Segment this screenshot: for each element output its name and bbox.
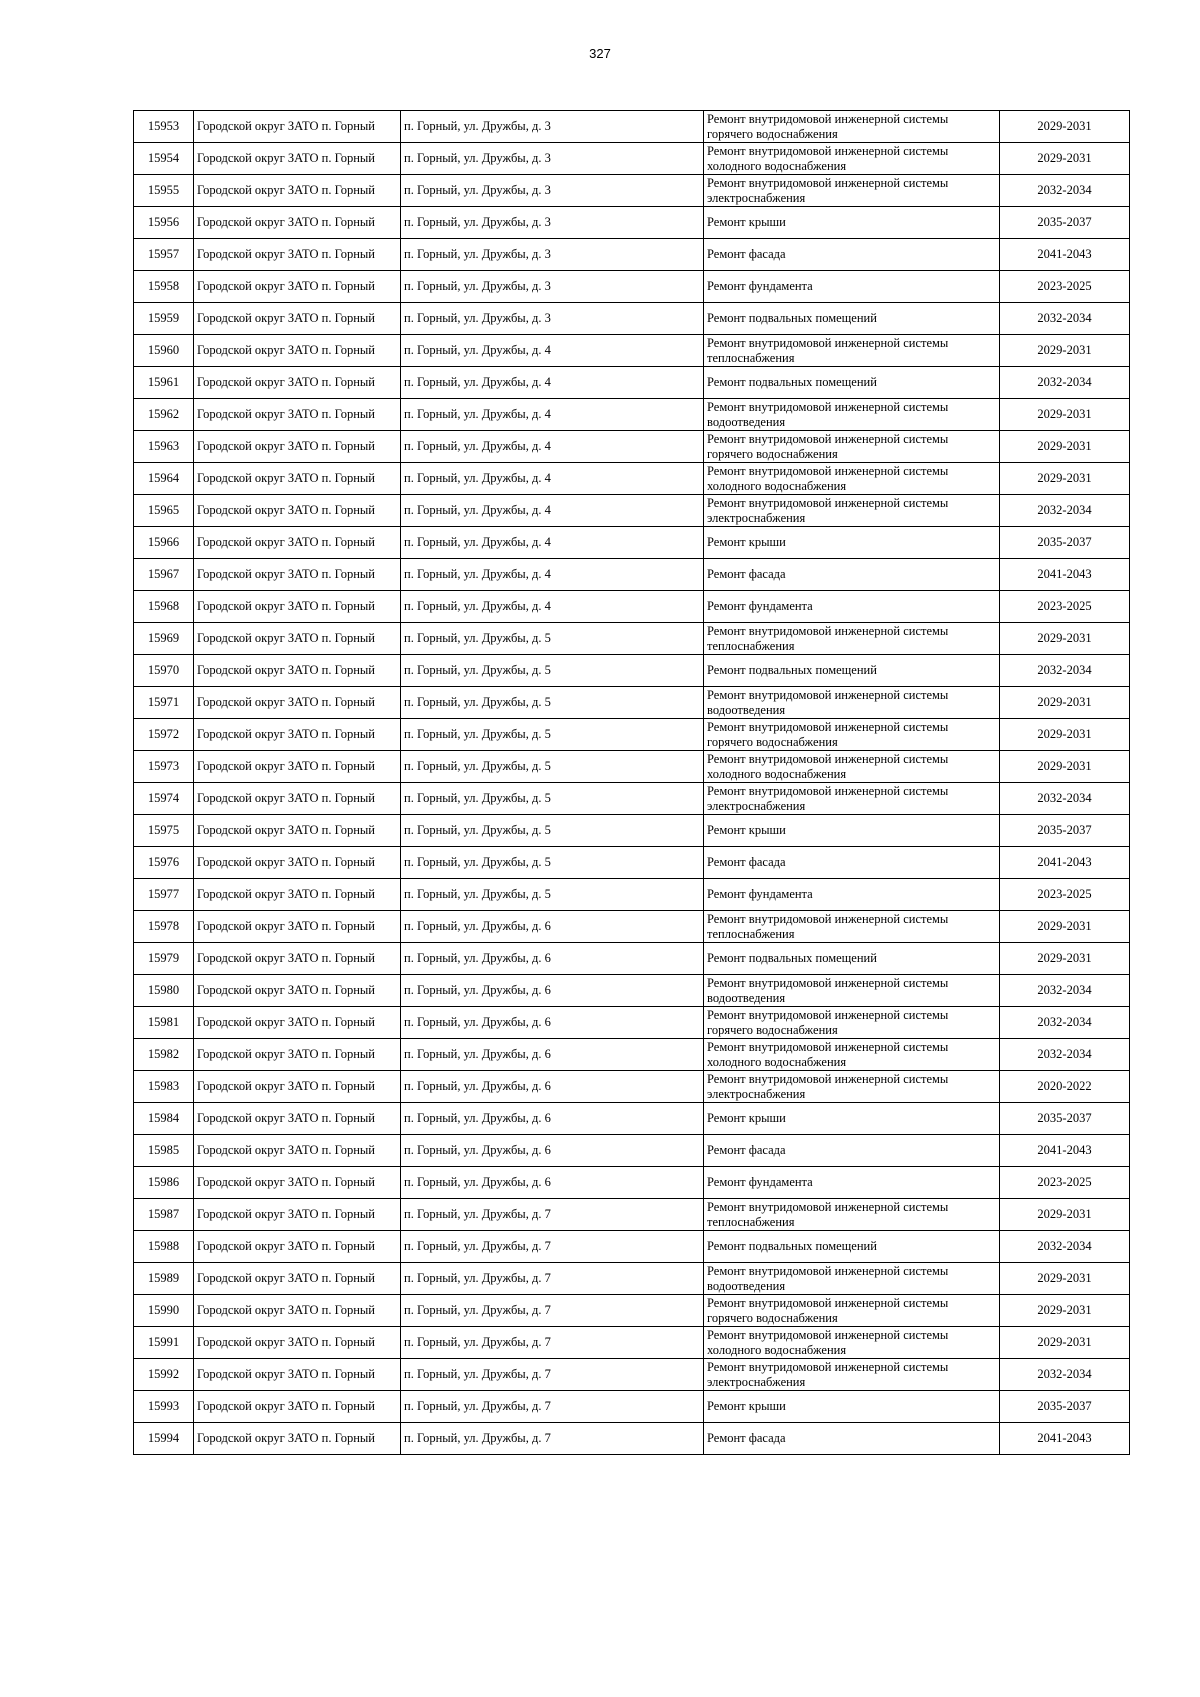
row-number: 15971	[134, 687, 194, 719]
table-row	[134, 719, 1130, 751]
municipality-cell: Городской округ ЗАТО п. Горный	[194, 911, 401, 943]
work-type-cell: Ремонт внутридомовой инженерной системы горячего водоснабжения	[704, 111, 1000, 143]
period-cell: 2029-2031	[1000, 751, 1130, 783]
table-row	[134, 1135, 1130, 1167]
period-cell: 2029-2031	[1000, 1327, 1130, 1359]
table-row	[134, 559, 1130, 591]
address-cell: п. Горный, ул. Дружбы, д. 4	[401, 591, 704, 623]
period-cell: 2023-2025	[1000, 591, 1130, 623]
period-cell: 2035-2037	[1000, 527, 1130, 559]
address-cell: п. Горный, ул. Дружбы, д. 4	[401, 431, 704, 463]
municipality-cell: Городской округ ЗАТО п. Горный	[194, 1423, 401, 1455]
row-number: 15991	[134, 1327, 194, 1359]
municipality-cell: Городской округ ЗАТО п. Горный	[194, 335, 401, 367]
work-type-cell: Ремонт внутридомовой инженерной системы горячего водоснабжения	[704, 1007, 1000, 1039]
municipality-cell: Городской округ ЗАТО п. Горный	[194, 527, 401, 559]
work-type-cell: Ремонт внутридомовой инженерной системы электроснабжения	[704, 783, 1000, 815]
row-number: 15953	[134, 111, 194, 143]
address-cell: п. Горный, ул. Дружбы, д. 6	[401, 1039, 704, 1071]
period-cell: 2032-2034	[1000, 175, 1130, 207]
municipality-cell: Городской округ ЗАТО п. Горный	[194, 1135, 401, 1167]
period-cell: 2029-2031	[1000, 943, 1130, 975]
period-cell: 2029-2031	[1000, 111, 1130, 143]
work-type-cell: Ремонт внутридомовой инженерной системы горячего водоснабжения	[704, 1295, 1000, 1327]
table-row	[134, 1199, 1130, 1231]
period-cell: 2032-2034	[1000, 975, 1130, 1007]
period-cell: 2029-2031	[1000, 1295, 1130, 1327]
address-cell: п. Горный, ул. Дружбы, д. 5	[401, 783, 704, 815]
row-number: 15955	[134, 175, 194, 207]
address-cell: п. Горный, ул. Дружбы, д. 3	[401, 303, 704, 335]
row-number: 15980	[134, 975, 194, 1007]
row-number: 15958	[134, 271, 194, 303]
table-row	[134, 975, 1130, 1007]
table-row	[134, 207, 1130, 239]
work-type-cell: Ремонт внутридомовой инженерной системы водоотведения	[704, 399, 1000, 431]
row-number: 15959	[134, 303, 194, 335]
work-type-cell: Ремонт внутридомовой инженерной системы теплоснабжения	[704, 623, 1000, 655]
period-cell: 2032-2034	[1000, 655, 1130, 687]
municipality-cell: Городской округ ЗАТО п. Горный	[194, 1295, 401, 1327]
municipality-cell: Городской округ ЗАТО п. Горный	[194, 495, 401, 527]
work-type-cell: Ремонт подвальных помещений	[704, 943, 1000, 975]
row-number: 15972	[134, 719, 194, 751]
table-row	[134, 399, 1130, 431]
municipality-cell: Городской округ ЗАТО п. Горный	[194, 751, 401, 783]
address-cell: п. Горный, ул. Дружбы, д. 4	[401, 495, 704, 527]
address-cell: п. Горный, ул. Дружбы, д. 7	[401, 1423, 704, 1455]
work-type-cell: Ремонт внутридомовой инженерной системы электроснабжения	[704, 495, 1000, 527]
row-number: 15954	[134, 143, 194, 175]
row-number: 15976	[134, 847, 194, 879]
address-cell: п. Горный, ул. Дружбы, д. 7	[401, 1199, 704, 1231]
municipality-cell: Городской округ ЗАТО п. Горный	[194, 1103, 401, 1135]
address-cell: п. Горный, ул. Дружбы, д. 4	[401, 527, 704, 559]
address-cell: п. Горный, ул. Дружбы, д. 6	[401, 1167, 704, 1199]
table-row	[134, 1039, 1130, 1071]
municipality-cell: Городской округ ЗАТО п. Горный	[194, 111, 401, 143]
work-type-cell: Ремонт внутридомовой инженерной системы горячего водоснабжения	[704, 719, 1000, 751]
period-cell: 2023-2025	[1000, 271, 1130, 303]
address-cell: п. Горный, ул. Дружбы, д. 7	[401, 1327, 704, 1359]
municipality-cell: Городской округ ЗАТО п. Горный	[194, 687, 401, 719]
table-row	[134, 1359, 1130, 1391]
period-cell: 2029-2031	[1000, 623, 1130, 655]
period-cell: 2023-2025	[1000, 879, 1130, 911]
work-type-cell: Ремонт внутридомовой инженерной системы теплоснабжения	[704, 335, 1000, 367]
address-cell: п. Горный, ул. Дружбы, д. 5	[401, 751, 704, 783]
address-cell: п. Горный, ул. Дружбы, д. 6	[401, 1135, 704, 1167]
work-type-cell: Ремонт внутридомовой инженерной системы водоотведения	[704, 687, 1000, 719]
period-cell: 2029-2031	[1000, 687, 1130, 719]
address-cell: п. Горный, ул. Дружбы, д. 6	[401, 1071, 704, 1103]
address-cell: п. Горный, ул. Дружбы, д. 5	[401, 687, 704, 719]
period-cell: 2032-2034	[1000, 367, 1130, 399]
row-number: 15985	[134, 1135, 194, 1167]
address-cell: п. Горный, ул. Дружбы, д. 3	[401, 175, 704, 207]
table-row	[134, 879, 1130, 911]
row-number: 15984	[134, 1103, 194, 1135]
table-row	[134, 911, 1130, 943]
table-row	[134, 335, 1130, 367]
page-number: 327	[589, 46, 611, 61]
table-row	[134, 175, 1130, 207]
period-cell: 2035-2037	[1000, 207, 1130, 239]
row-number: 15992	[134, 1359, 194, 1391]
table-row	[134, 1007, 1130, 1039]
table-row	[134, 1327, 1130, 1359]
table-row	[134, 239, 1130, 271]
period-cell: 2041-2043	[1000, 847, 1130, 879]
table-row	[134, 623, 1130, 655]
address-cell: п. Горный, ул. Дружбы, д. 7	[401, 1295, 704, 1327]
municipality-cell: Городской округ ЗАТО п. Горный	[194, 623, 401, 655]
municipality-cell: Городской округ ЗАТО п. Горный	[194, 1071, 401, 1103]
row-number: 15981	[134, 1007, 194, 1039]
period-cell: 2023-2025	[1000, 1167, 1130, 1199]
work-type-cell: Ремонт внутридомовой инженерной системы электроснабжения	[704, 175, 1000, 207]
municipality-cell: Городской округ ЗАТО п. Горный	[194, 591, 401, 623]
period-cell: 2020-2022	[1000, 1071, 1130, 1103]
table-row	[134, 303, 1130, 335]
address-cell: п. Горный, ул. Дружбы, д. 6	[401, 975, 704, 1007]
address-cell: п. Горный, ул. Дружбы, д. 4	[401, 335, 704, 367]
table-body	[134, 111, 1130, 1455]
work-type-cell: Ремонт внутридомовой инженерной системы теплоснабжения	[704, 1199, 1000, 1231]
period-cell: 2032-2034	[1000, 1039, 1130, 1071]
address-cell: п. Горный, ул. Дружбы, д. 7	[401, 1391, 704, 1423]
table-row	[134, 431, 1130, 463]
table-row	[134, 751, 1130, 783]
row-number: 15987	[134, 1199, 194, 1231]
work-type-cell: Ремонт внутридомовой инженерной системы холодного водоснабжения	[704, 143, 1000, 175]
work-type-cell: Ремонт подвальных помещений	[704, 655, 1000, 687]
municipality-cell: Городской округ ЗАТО п. Горный	[194, 1263, 401, 1295]
row-number: 15979	[134, 943, 194, 975]
period-cell: 2029-2031	[1000, 911, 1130, 943]
row-number: 15956	[134, 207, 194, 239]
municipality-cell: Городской округ ЗАТО п. Горный	[194, 719, 401, 751]
work-type-cell: Ремонт внутридомовой инженерной системы электроснабжения	[704, 1359, 1000, 1391]
period-cell: 2035-2037	[1000, 1391, 1130, 1423]
table-row	[134, 463, 1130, 495]
period-cell: 2032-2034	[1000, 303, 1130, 335]
row-number: 15970	[134, 655, 194, 687]
row-number: 15990	[134, 1295, 194, 1327]
period-cell: 2029-2031	[1000, 1199, 1130, 1231]
table-row	[134, 783, 1130, 815]
address-cell: п. Горный, ул. Дружбы, д. 4	[401, 559, 704, 591]
row-number: 15989	[134, 1263, 194, 1295]
municipality-cell: Городской округ ЗАТО п. Горный	[194, 879, 401, 911]
row-number: 15986	[134, 1167, 194, 1199]
municipality-cell: Городской округ ЗАТО п. Горный	[194, 367, 401, 399]
address-cell: п. Горный, ул. Дружбы, д. 7	[401, 1231, 704, 1263]
address-cell: п. Горный, ул. Дружбы, д. 3	[401, 111, 704, 143]
table-row	[134, 1231, 1130, 1263]
period-cell: 2029-2031	[1000, 719, 1130, 751]
table-row	[134, 111, 1130, 143]
work-type-cell: Ремонт крыши	[704, 527, 1000, 559]
address-cell: п. Горный, ул. Дружбы, д. 6	[401, 1103, 704, 1135]
address-cell: п. Горный, ул. Дружбы, д. 5	[401, 623, 704, 655]
row-number: 15975	[134, 815, 194, 847]
work-type-cell: Ремонт подвальных помещений	[704, 303, 1000, 335]
period-cell: 2041-2043	[1000, 1423, 1130, 1455]
municipality-cell: Городской округ ЗАТО п. Горный	[194, 207, 401, 239]
work-type-cell: Ремонт внутридомовой инженерной системы холодного водоснабжения	[704, 751, 1000, 783]
table-row	[134, 1295, 1130, 1327]
work-type-cell: Ремонт крыши	[704, 1103, 1000, 1135]
address-cell: п. Горный, ул. Дружбы, д. 5	[401, 879, 704, 911]
work-type-cell: Ремонт фасада	[704, 1135, 1000, 1167]
work-type-cell: Ремонт внутридомовой инженерной системы водоотведения	[704, 1263, 1000, 1295]
row-number: 15963	[134, 431, 194, 463]
table-row	[134, 367, 1130, 399]
row-number: 15957	[134, 239, 194, 271]
address-cell: п. Горный, ул. Дружбы, д. 5	[401, 655, 704, 687]
period-cell: 2035-2037	[1000, 815, 1130, 847]
row-number: 15974	[134, 783, 194, 815]
municipality-cell: Городской округ ЗАТО п. Горный	[194, 783, 401, 815]
table-row	[134, 1103, 1130, 1135]
municipality-cell: Городской округ ЗАТО п. Горный	[194, 303, 401, 335]
period-cell: 2035-2037	[1000, 1103, 1130, 1135]
municipality-cell: Городской округ ЗАТО п. Горный	[194, 1359, 401, 1391]
table-row	[134, 815, 1130, 847]
work-type-cell: Ремонт внутридомовой инженерной системы холодного водоснабжения	[704, 463, 1000, 495]
row-number: 15961	[134, 367, 194, 399]
row-number: 15965	[134, 495, 194, 527]
row-number: 15967	[134, 559, 194, 591]
period-cell: 2029-2031	[1000, 431, 1130, 463]
address-cell: п. Горный, ул. Дружбы, д. 7	[401, 1263, 704, 1295]
municipality-cell: Городской округ ЗАТО п. Горный	[194, 271, 401, 303]
address-cell: п. Горный, ул. Дружбы, д. 3	[401, 239, 704, 271]
municipality-cell: Городской округ ЗАТО п. Горный	[194, 1007, 401, 1039]
work-type-cell: Ремонт подвальных помещений	[704, 1231, 1000, 1263]
work-type-cell: Ремонт фундамента	[704, 1167, 1000, 1199]
municipality-cell: Городской округ ЗАТО п. Горный	[194, 655, 401, 687]
municipality-cell: Городской округ ЗАТО п. Горный	[194, 463, 401, 495]
table-row	[134, 1071, 1130, 1103]
table-row	[134, 143, 1130, 175]
table-row	[134, 1423, 1130, 1455]
municipality-cell: Городской округ ЗАТО п. Горный	[194, 399, 401, 431]
period-cell: 2032-2034	[1000, 1007, 1130, 1039]
row-number: 15983	[134, 1071, 194, 1103]
table-row	[134, 591, 1130, 623]
row-number: 15964	[134, 463, 194, 495]
work-type-cell: Ремонт внутридомовой инженерной системы холодного водоснабжения	[704, 1039, 1000, 1071]
address-cell: п. Горный, ул. Дружбы, д. 4	[401, 463, 704, 495]
address-cell: п. Горный, ул. Дружбы, д. 5	[401, 847, 704, 879]
row-number: 15968	[134, 591, 194, 623]
period-cell: 2029-2031	[1000, 143, 1130, 175]
row-number: 15969	[134, 623, 194, 655]
municipality-cell: Городской округ ЗАТО п. Горный	[194, 1167, 401, 1199]
municipality-cell: Городской округ ЗАТО п. Горный	[194, 239, 401, 271]
repair-schedule-table	[133, 110, 1130, 1455]
address-cell: п. Горный, ул. Дружбы, д. 6	[401, 911, 704, 943]
address-cell: п. Горный, ул. Дружбы, д. 3	[401, 207, 704, 239]
period-cell: 2032-2034	[1000, 783, 1130, 815]
address-cell: п. Горный, ул. Дружбы, д. 6	[401, 943, 704, 975]
table-row	[134, 1391, 1130, 1423]
municipality-cell: Городской округ ЗАТО п. Горный	[194, 1391, 401, 1423]
municipality-cell: Городской округ ЗАТО п. Горный	[194, 943, 401, 975]
period-cell: 2032-2034	[1000, 1359, 1130, 1391]
municipality-cell: Городской округ ЗАТО п. Горный	[194, 975, 401, 1007]
address-cell: п. Горный, ул. Дружбы, д. 4	[401, 367, 704, 399]
municipality-cell: Городской округ ЗАТО п. Горный	[194, 1039, 401, 1071]
work-type-cell: Ремонт фасада	[704, 239, 1000, 271]
work-type-cell: Ремонт внутридомовой инженерной системы холодного водоснабжения	[704, 1327, 1000, 1359]
work-type-cell: Ремонт крыши	[704, 207, 1000, 239]
work-type-cell: Ремонт фасада	[704, 847, 1000, 879]
address-cell: п. Горный, ул. Дружбы, д. 6	[401, 1007, 704, 1039]
row-number: 15966	[134, 527, 194, 559]
address-cell: п. Горный, ул. Дружбы, д. 4	[401, 399, 704, 431]
address-cell: п. Горный, ул. Дружбы, д. 3	[401, 143, 704, 175]
work-type-cell: Ремонт фасада	[704, 1423, 1000, 1455]
work-type-cell: Ремонт фундамента	[704, 271, 1000, 303]
row-number: 15977	[134, 879, 194, 911]
period-cell: 2041-2043	[1000, 1135, 1130, 1167]
period-cell: 2029-2031	[1000, 335, 1130, 367]
row-number: 15973	[134, 751, 194, 783]
work-type-cell: Ремонт крыши	[704, 815, 1000, 847]
table-row	[134, 527, 1130, 559]
address-cell: п. Горный, ул. Дружбы, д. 7	[401, 1359, 704, 1391]
table-row	[134, 1263, 1130, 1295]
period-cell: 2029-2031	[1000, 1263, 1130, 1295]
work-type-cell: Ремонт фасада	[704, 559, 1000, 591]
table-row	[134, 495, 1130, 527]
work-type-cell: Ремонт внутридомовой инженерной системы теплоснабжения	[704, 911, 1000, 943]
row-number: 15993	[134, 1391, 194, 1423]
period-cell: 2041-2043	[1000, 559, 1130, 591]
period-cell: 2032-2034	[1000, 495, 1130, 527]
row-number: 15960	[134, 335, 194, 367]
row-number: 15978	[134, 911, 194, 943]
table-row	[134, 943, 1130, 975]
table-row	[134, 271, 1130, 303]
period-cell: 2029-2031	[1000, 463, 1130, 495]
work-type-cell: Ремонт внутридомовой инженерной системы электроснабжения	[704, 1071, 1000, 1103]
municipality-cell: Городской округ ЗАТО п. Горный	[194, 1231, 401, 1263]
municipality-cell: Городской округ ЗАТО п. Горный	[194, 431, 401, 463]
address-cell: п. Горный, ул. Дружбы, д. 5	[401, 719, 704, 751]
work-type-cell: Ремонт фундамента	[704, 591, 1000, 623]
period-cell: 2032-2034	[1000, 1231, 1130, 1263]
row-number: 15982	[134, 1039, 194, 1071]
address-cell: п. Горный, ул. Дружбы, д. 3	[401, 271, 704, 303]
address-cell: п. Горный, ул. Дружбы, д. 5	[401, 815, 704, 847]
municipality-cell: Городской округ ЗАТО п. Горный	[194, 815, 401, 847]
work-type-cell: Ремонт внутридомовой инженерной системы горячего водоснабжения	[704, 431, 1000, 463]
municipality-cell: Городской округ ЗАТО п. Горный	[194, 559, 401, 591]
row-number: 15988	[134, 1231, 194, 1263]
row-number: 15962	[134, 399, 194, 431]
table-row	[134, 655, 1130, 687]
work-type-cell: Ремонт внутридомовой инженерной системы водоотведения	[704, 975, 1000, 1007]
municipality-cell: Городской округ ЗАТО п. Горный	[194, 1327, 401, 1359]
municipality-cell: Городской округ ЗАТО п. Горный	[194, 1199, 401, 1231]
period-cell: 2041-2043	[1000, 239, 1130, 271]
table-row	[134, 847, 1130, 879]
period-cell: 2029-2031	[1000, 399, 1130, 431]
table-row	[134, 687, 1130, 719]
municipality-cell: Городской округ ЗАТО п. Горный	[194, 847, 401, 879]
work-type-cell: Ремонт подвальных помещений	[704, 367, 1000, 399]
municipality-cell: Городской округ ЗАТО п. Горный	[194, 143, 401, 175]
work-type-cell: Ремонт крыши	[704, 1391, 1000, 1423]
row-number: 15994	[134, 1423, 194, 1455]
municipality-cell: Городской округ ЗАТО п. Горный	[194, 175, 401, 207]
work-type-cell: Ремонт фундамента	[704, 879, 1000, 911]
table-row	[134, 1167, 1130, 1199]
